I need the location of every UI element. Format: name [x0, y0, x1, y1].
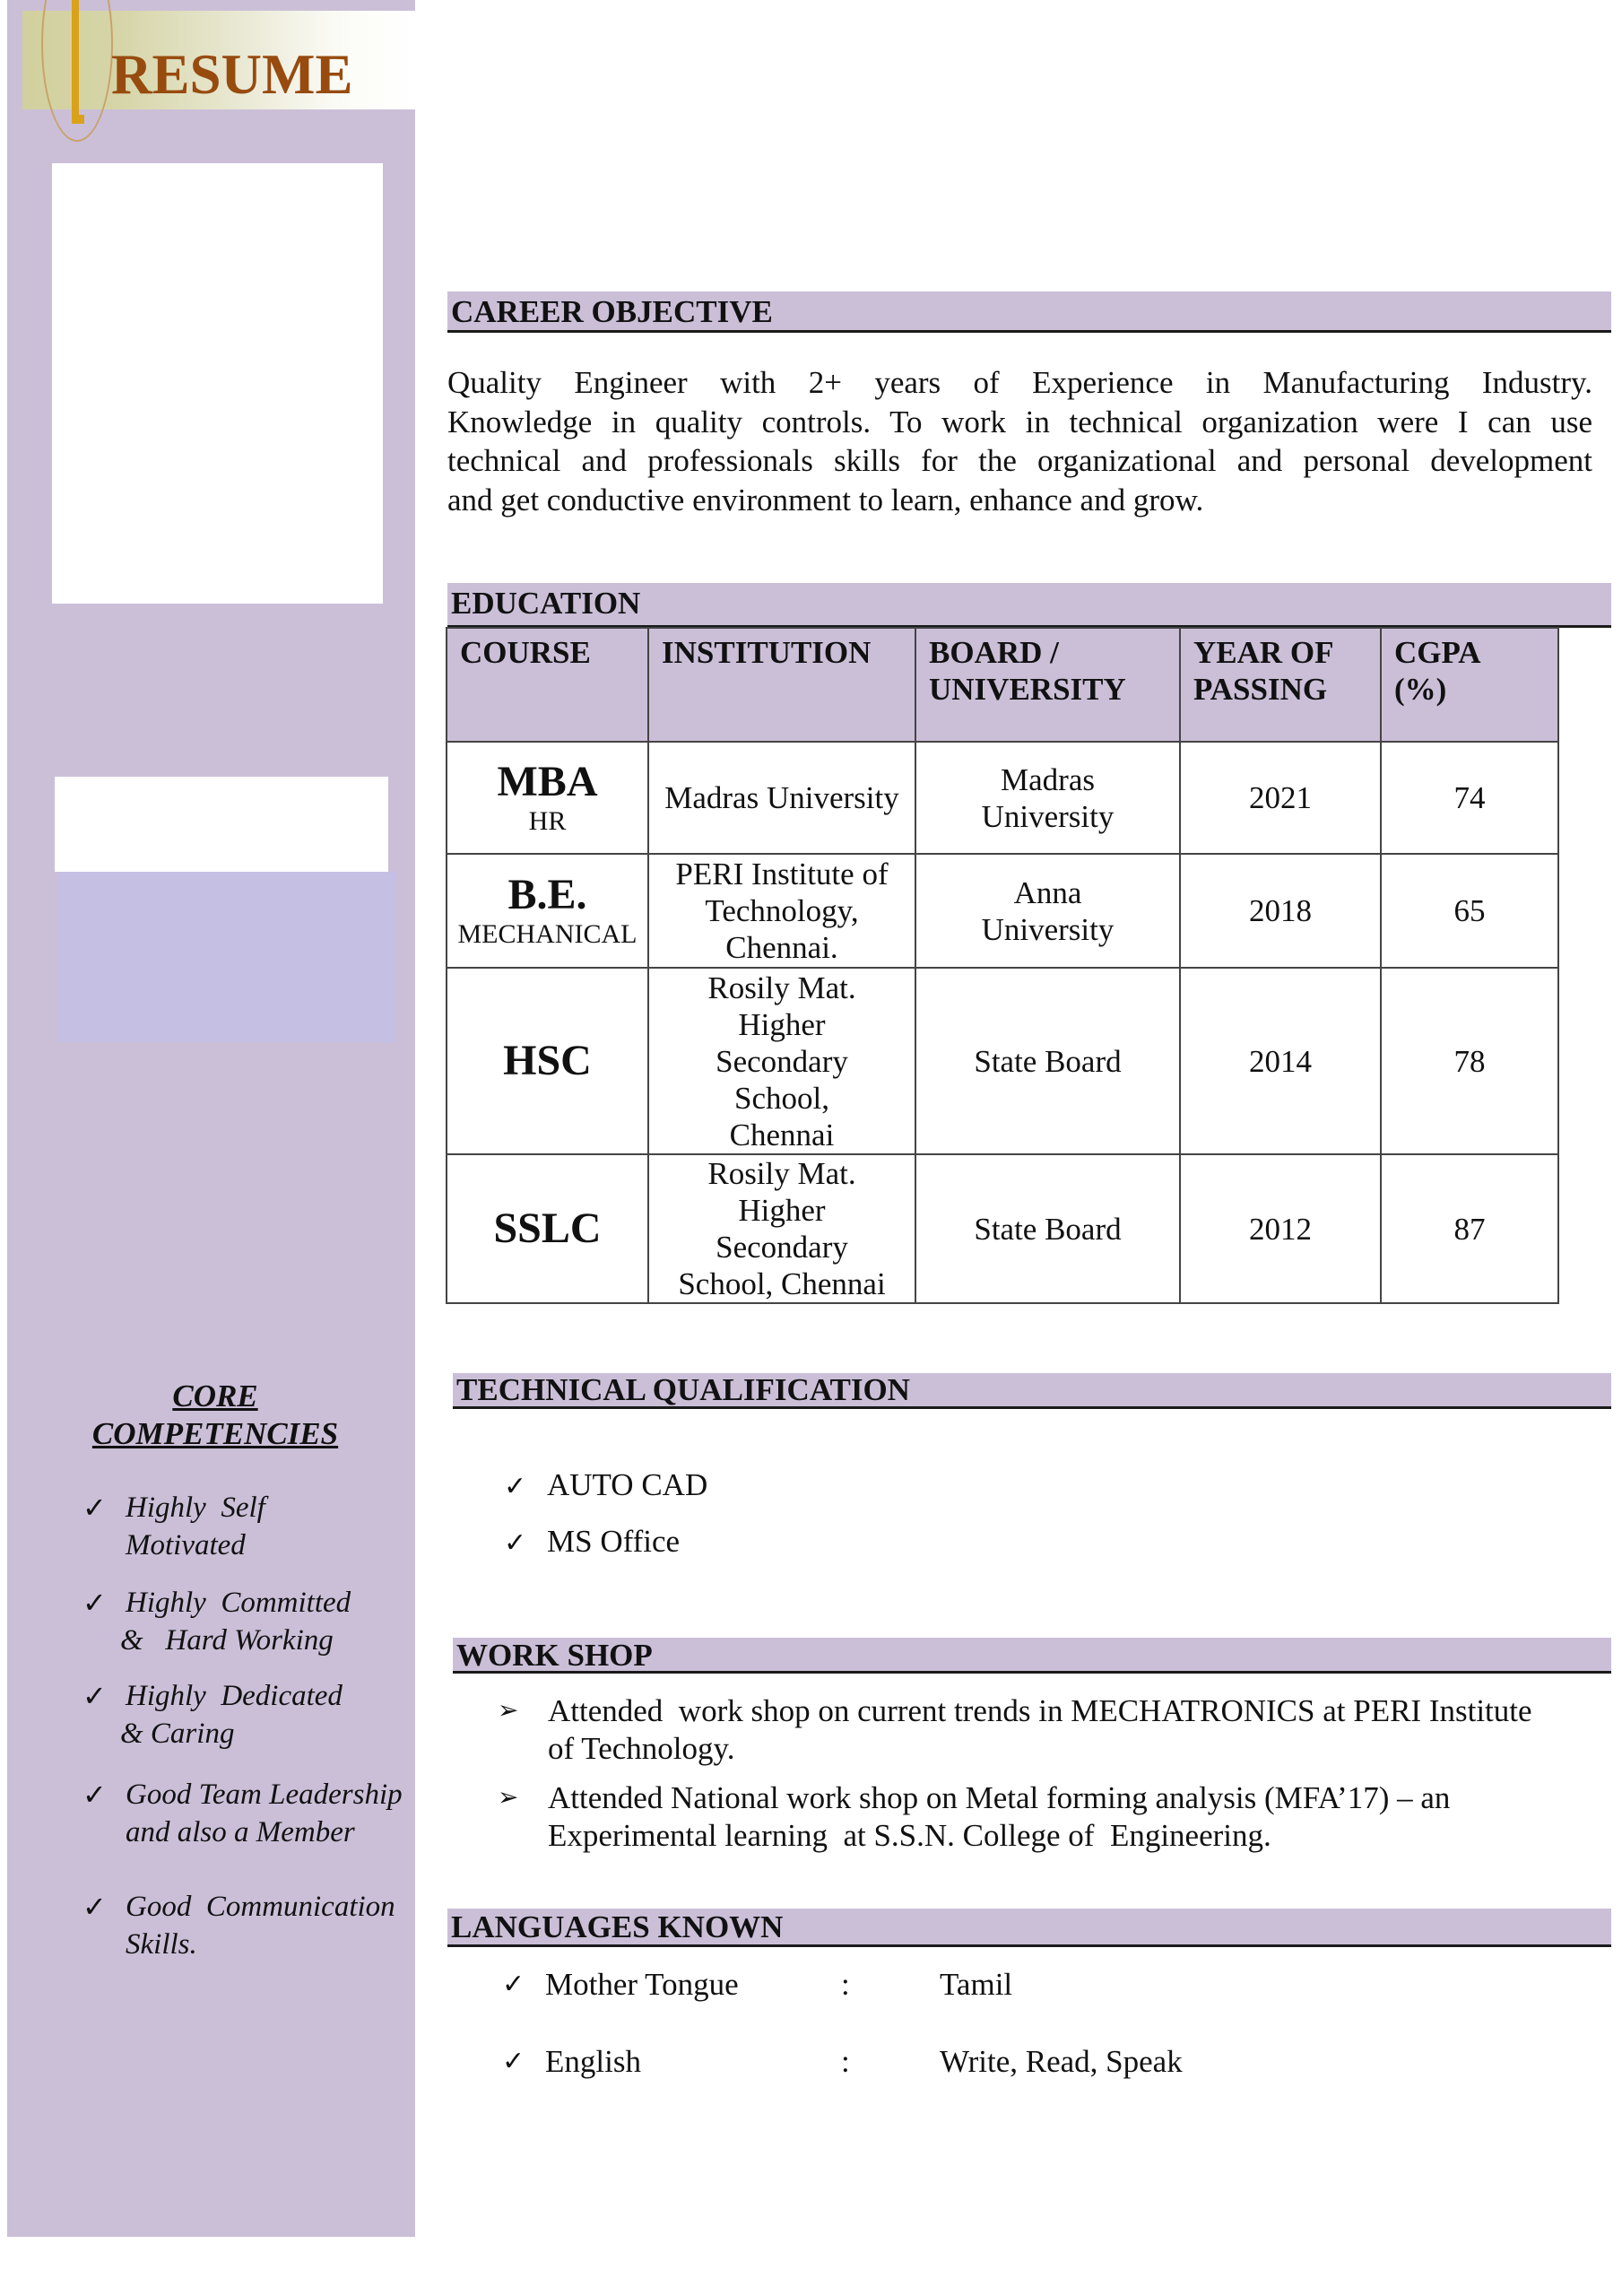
institution-cell [648, 854, 915, 968]
column-header [1381, 628, 1558, 742]
competency-item [82, 1776, 403, 1851]
section-title: WORK SHOP [456, 1638, 653, 1673]
column-header [1180, 628, 1381, 742]
cgpa-cell: 65 [1381, 854, 1558, 968]
work-shop-line: of Technology. [548, 1731, 735, 1766]
board-line: State Board [974, 1043, 1122, 1079]
course-name: HSC [503, 1037, 592, 1084]
arrow-bullet-icon: ➢ [498, 1697, 519, 1725]
language-proficiency: Tamil [940, 1967, 1013, 2002]
table-row [447, 1154, 1558, 1303]
cgpa-cell: 87 [1381, 1154, 1558, 1303]
language-separator: : [841, 1967, 850, 2002]
education-heading [447, 583, 1611, 628]
objective-line: Knowledge in quality controls. To work in technical organization were I can use [447, 404, 1592, 439]
work-shop-item [498, 1692, 1609, 1768]
institution-line: Chennai [729, 1117, 835, 1152]
objective-line: and get conductive environment to learn, enhance and grow. [447, 482, 1204, 517]
table-row [447, 742, 1558, 854]
column-header [648, 628, 915, 742]
institution-line: Higher [738, 1193, 826, 1228]
board-line: Anna [1013, 874, 1082, 910]
course-specialization: MECHANICAL [457, 918, 638, 949]
year-cell: 2018 [1180, 854, 1381, 968]
table-row [447, 854, 1558, 968]
course-name: MBA [497, 757, 598, 805]
competency-text [126, 1888, 395, 1963]
section-title: TECHNICAL QUALIFICATION [456, 1372, 910, 1407]
work-shop-line: Attended National work shop on Metal forming analysis (MFA’17) – an [548, 1780, 1451, 1815]
check-icon: ✓ [502, 2047, 525, 2076]
board-line: University [981, 911, 1115, 947]
core-competencies-heading [54, 1378, 377, 1453]
education-table [446, 627, 1559, 1304]
competency-line: Highly Committed [126, 1587, 351, 1619]
competency-line: & Caring [120, 1718, 235, 1750]
competency-line: Skills. [126, 1928, 197, 1961]
check-icon: ✓ [82, 1779, 107, 1811]
language-separator: : [841, 2044, 850, 2079]
course-name: SSLC [493, 1205, 602, 1252]
column-header-line: YEAR OF [1193, 635, 1334, 670]
column-header-line: INSTITUTION [662, 635, 872, 670]
logo-bar-icon [72, 0, 79, 124]
competency-item [82, 1677, 343, 1752]
check-icon: ✓ [502, 1970, 525, 1999]
check-icon: ✓ [82, 1891, 107, 1923]
competency-line: Highly Self [126, 1492, 265, 1524]
work-shop-text [548, 1779, 1609, 1855]
year-cell: 2014 [1180, 968, 1381, 1154]
check-icon: ✓ [82, 1587, 107, 1619]
competency-line: Highly Dedicated [126, 1680, 343, 1712]
course-cell [447, 742, 648, 854]
institution-line: Higher [738, 1006, 826, 1042]
board-line: Madras [1001, 761, 1095, 797]
core-heading-line: CORE [172, 1378, 258, 1413]
course-specialization: HR [528, 805, 567, 836]
institution-line: Chennai. [725, 930, 838, 965]
competency-item [82, 1584, 351, 1659]
competency-line: Good Communication [126, 1891, 395, 1923]
board-cell [915, 742, 1180, 854]
course-cell [447, 968, 648, 1154]
column-header-line: COURSE [460, 635, 591, 670]
arrow-bullet-icon: ➢ [498, 1784, 519, 1812]
column-header-line: CGPA [1394, 635, 1481, 670]
course-name: B.E. [507, 870, 587, 918]
table-row [447, 968, 1558, 1154]
technical-item-label: MS Office [547, 1524, 681, 1559]
section-title: CAREER OBJECTIVE [451, 294, 773, 329]
technical-item-label: AUTO CAD [547, 1467, 708, 1502]
work-shop-item [498, 1779, 1609, 1855]
photo-placeholder [52, 163, 383, 604]
year-cell: 2021 [1180, 742, 1381, 854]
column-header [447, 628, 648, 742]
check-icon: ✓ [504, 1472, 527, 1501]
institution-cell [648, 1154, 915, 1303]
institution-line: Secondary [716, 1043, 848, 1079]
work-shop-heading [453, 1638, 1611, 1674]
core-heading-line: COMPETENCIES [91, 1416, 339, 1451]
board-line: State Board [974, 1211, 1122, 1247]
institution-cell [648, 968, 915, 1154]
work-shop-line: Experimental learning at S.S.N. College of Engineering. [548, 1818, 1271, 1853]
column-header-line: (%) [1394, 672, 1447, 707]
competency-text [126, 1776, 403, 1851]
technical-item [504, 1523, 680, 1562]
objective-line: technical and professionals skills for the organizational and personal development [447, 443, 1592, 478]
competency-text [120, 1677, 343, 1752]
language-name: Mother Tongue [545, 1967, 739, 2002]
career-objective-heading [447, 291, 1611, 333]
institution-line: Rosily Mat. [707, 970, 856, 1005]
technical-item [504, 1466, 707, 1506]
cgpa-cell: 78 [1381, 968, 1558, 1154]
year-cell: 2012 [1180, 1154, 1381, 1303]
check-icon: ✓ [82, 1492, 107, 1524]
course-cell [447, 1154, 648, 1303]
column-header-line: UNIVERSITY [929, 672, 1126, 707]
board-cell [915, 968, 1180, 1154]
competency-item [82, 1888, 395, 1963]
check-icon: ✓ [82, 1680, 107, 1712]
language-name: English [545, 2044, 641, 2079]
competency-line: Good Team Leadership [126, 1779, 403, 1811]
column-header-line: BOARD / [929, 635, 1059, 670]
column-header [915, 628, 1180, 742]
section-title: EDUCATION [451, 586, 641, 621]
competency-line: and also a Member [126, 1816, 355, 1848]
competency-text [120, 1584, 351, 1659]
sidebar-white-box [55, 777, 388, 872]
institution-line: School, [734, 1080, 829, 1116]
board-cell [915, 1154, 1180, 1303]
page-title: RESUME [111, 43, 353, 106]
competency-line: & Hard Working [120, 1624, 334, 1657]
institution-line: Technology, [705, 893, 859, 928]
institution-cell [648, 742, 915, 854]
competency-text [126, 1489, 265, 1564]
language-row [502, 2043, 1309, 2081]
institution-line: Madras University [664, 780, 899, 815]
work-shop-line: Attended work shop on current trends in MECHATRONICS at PERI Institute [548, 1693, 1532, 1728]
cgpa-cell: 74 [1381, 742, 1558, 854]
competency-line: Motivated [126, 1529, 246, 1561]
logo-bar-foot-icon [72, 115, 84, 124]
board-cell [915, 854, 1180, 968]
language-row [502, 1966, 1309, 2004]
sidebar-purple-box [58, 872, 396, 1042]
section-title: LANGUAGES KNOWN [451, 1909, 784, 1944]
language-proficiency: Write, Read, Speak [940, 2044, 1183, 2079]
competency-item [82, 1489, 265, 1564]
table-header-row [447, 628, 1558, 742]
technical-qualification-heading [453, 1373, 1611, 1409]
institution-line: School, Chennai [678, 1266, 886, 1301]
career-objective-text [447, 363, 1592, 519]
institution-line: Rosily Mat. [707, 1156, 856, 1191]
board-line: University [981, 798, 1115, 834]
check-icon: ✓ [504, 1528, 527, 1558]
work-shop-text [548, 1692, 1609, 1768]
objective-line: Quality Engineer with 2+ years of Experience in Manufacturing Industry. [447, 365, 1592, 400]
languages-heading [447, 1909, 1611, 1947]
course-cell [447, 854, 648, 968]
column-header-line: PASSING [1193, 672, 1328, 707]
institution-line: Secondary [716, 1230, 848, 1265]
institution-line: PERI Institute of [675, 857, 889, 891]
